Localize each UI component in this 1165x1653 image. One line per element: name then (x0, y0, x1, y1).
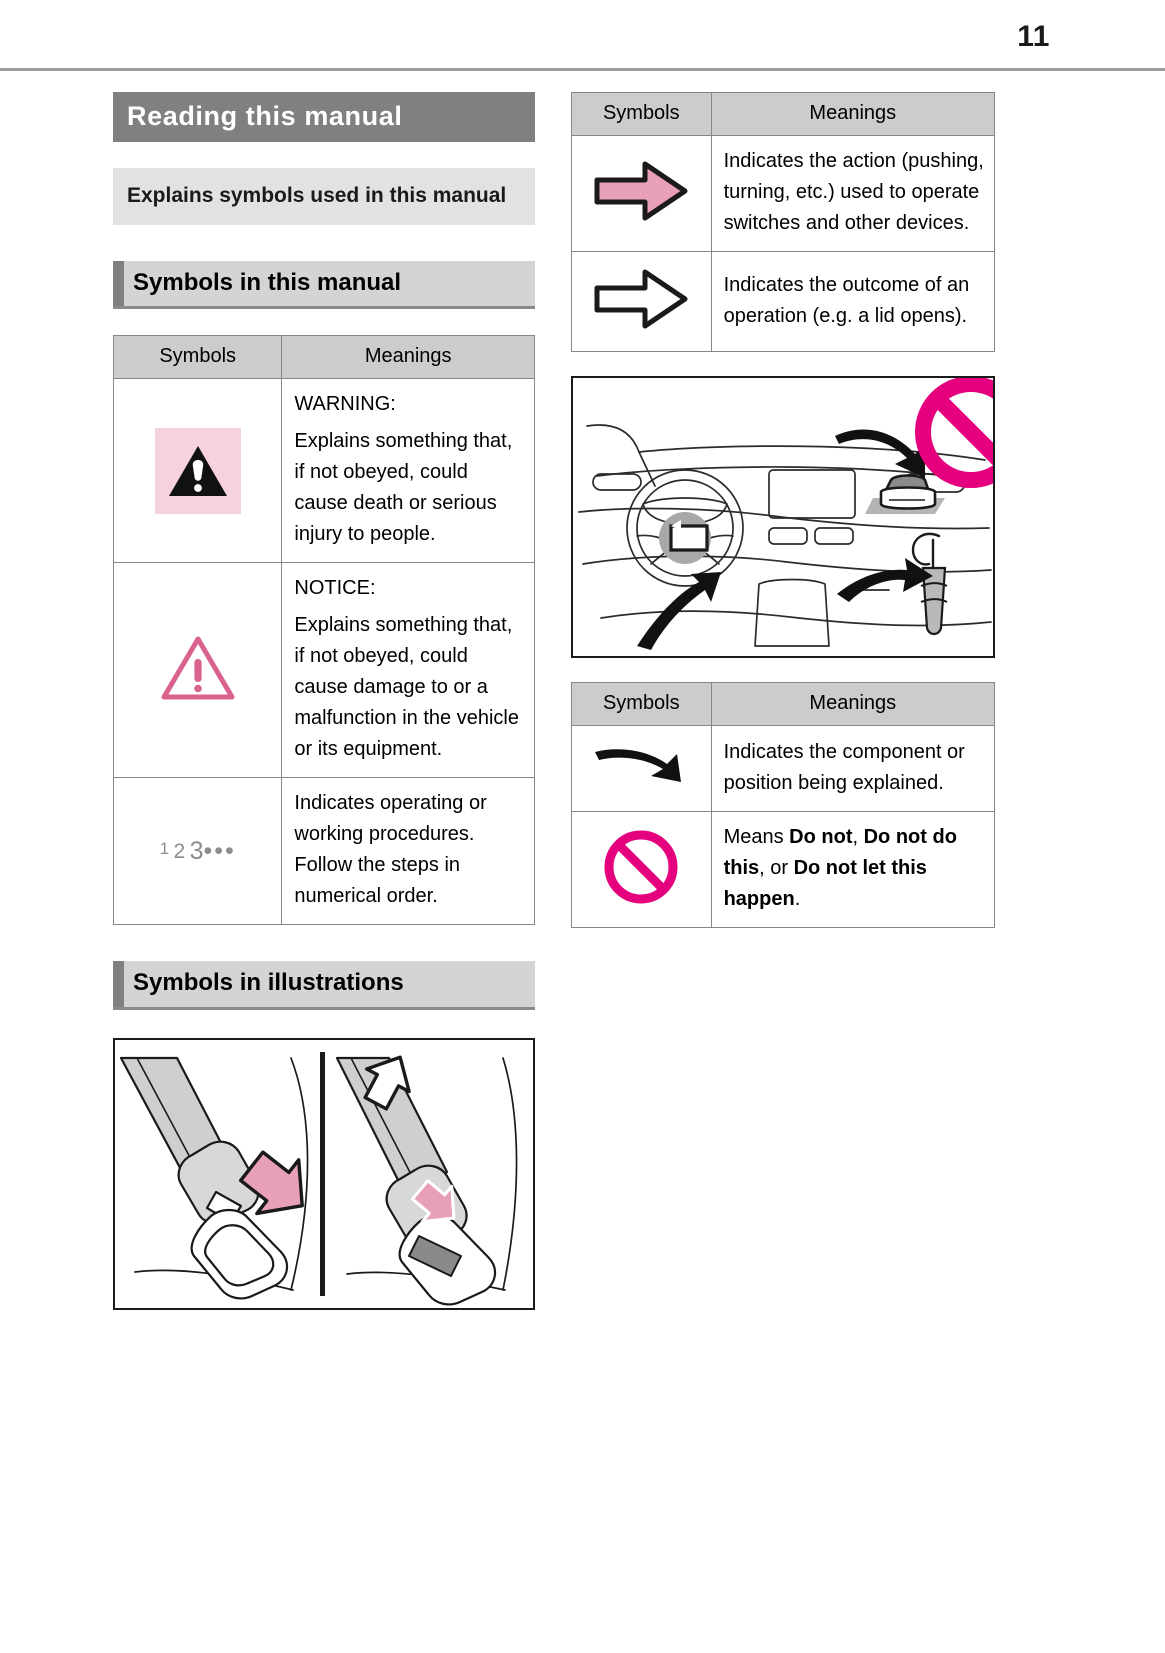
right-column (571, 92, 995, 928)
warning-symbol-cell (114, 379, 282, 563)
numbered-steps-meaning-cell (282, 778, 535, 925)
table-row (572, 252, 995, 352)
table-header-row (572, 93, 995, 136)
notice-symbol-cell (114, 563, 282, 778)
column-header-meanings: Meanings (711, 683, 994, 726)
step-number-2: 2 (173, 839, 186, 863)
header-divider (0, 68, 1165, 71)
prohibition-meaning-cell (711, 812, 994, 928)
page-number: 11 (1017, 20, 1050, 53)
prohibition-bold-1: Do not (789, 826, 853, 848)
warning-label: WARNING: (294, 393, 396, 416)
left-column (113, 92, 535, 1310)
outline-arrow-text: Indicates the outcome of an operation (e.g. a lid opens). (723, 273, 970, 327)
outline-arrow-symbol-cell (572, 252, 712, 352)
warning-text: Explains something that, if not obeyed, could cause death or serious injury to people. (294, 430, 513, 546)
car-dashboard-illustration (571, 376, 995, 658)
section-heading-symbols-in-manual: Symbols in this manual (113, 261, 535, 310)
table-row (114, 778, 535, 925)
column-header-symbols: Symbols (572, 93, 712, 136)
curved-arrow-text: Indicates the component or position being explained. (723, 740, 965, 794)
step-ellipsis: ••• (203, 836, 236, 865)
outline-block-arrow-icon (589, 264, 693, 334)
prohibition-bold-2: Do not do this (723, 826, 957, 879)
table-row (572, 812, 995, 928)
illustration-symbols-table (571, 682, 995, 928)
numbered-steps-icon (159, 836, 236, 865)
seatbelt-buckle-illustration (113, 1038, 535, 1310)
section-heading-symbols-in-illustrations: Symbols in illustrations (113, 961, 535, 1010)
prohibition-mid-1: , (852, 826, 864, 848)
pink-arrow-meaning-cell (711, 136, 994, 252)
curved-black-arrow-icon (589, 738, 693, 794)
notice-text: Explains something that, if not obeyed, could cause damage to or a malfunction in the vehicle or its equipment. (294, 614, 519, 761)
table-header-row (572, 683, 995, 726)
notice-triangle-icon (159, 633, 237, 703)
numbered-steps-text: Indicates operating or working procedures. Follow the steps in numerical order. (294, 792, 487, 908)
curved-arrow-symbol-cell (572, 726, 712, 812)
notice-meaning-cell (282, 563, 535, 778)
table-header-row (114, 336, 535, 379)
column-header-meanings: Meanings (711, 93, 994, 136)
pink-arrow-symbol-cell (572, 136, 712, 252)
column-header-meanings: Meanings (282, 336, 535, 379)
outline-arrow-meaning-cell (711, 252, 994, 352)
prohibition-circle-icon (923, 384, 993, 480)
action-symbols-table (571, 92, 995, 352)
notice-label: NOTICE: (294, 577, 376, 600)
table-row (572, 726, 995, 812)
warning-meaning-cell (282, 379, 535, 563)
table-row (114, 563, 535, 778)
step-number-3: 3 (189, 836, 204, 865)
numbered-steps-symbol-cell (114, 778, 282, 925)
table-row (114, 379, 535, 563)
prohibition-bold-3: Do not let this happen (723, 857, 927, 910)
prohibition-mid-2: , or (759, 857, 794, 879)
prohibition-prefix: Means (723, 826, 790, 848)
warning-triangle-icon (155, 428, 241, 514)
prohibition-text (724, 822, 984, 915)
prohibition-symbol-cell (572, 812, 712, 928)
column-header-symbols: Symbols (114, 336, 282, 379)
table-row (572, 136, 995, 252)
symbols-in-manual-table (113, 335, 535, 925)
column-header-symbols: Symbols (572, 683, 712, 726)
prohibition-circle-icon (601, 827, 681, 907)
chapter-title-bar: Reading this manual (113, 92, 535, 142)
prohibition-suffix: . (794, 888, 801, 910)
subtitle-banner: Explains symbols used in this manual (113, 168, 535, 225)
page-header (0, 0, 1165, 72)
step-number-1: 1 (159, 838, 170, 858)
curved-arrow-meaning-cell (711, 726, 994, 812)
pink-block-arrow-icon (589, 156, 693, 226)
pink-arrow-text: Indicates the action (pushing, turning, etc.) used to operate switches and other devices. (723, 150, 984, 234)
